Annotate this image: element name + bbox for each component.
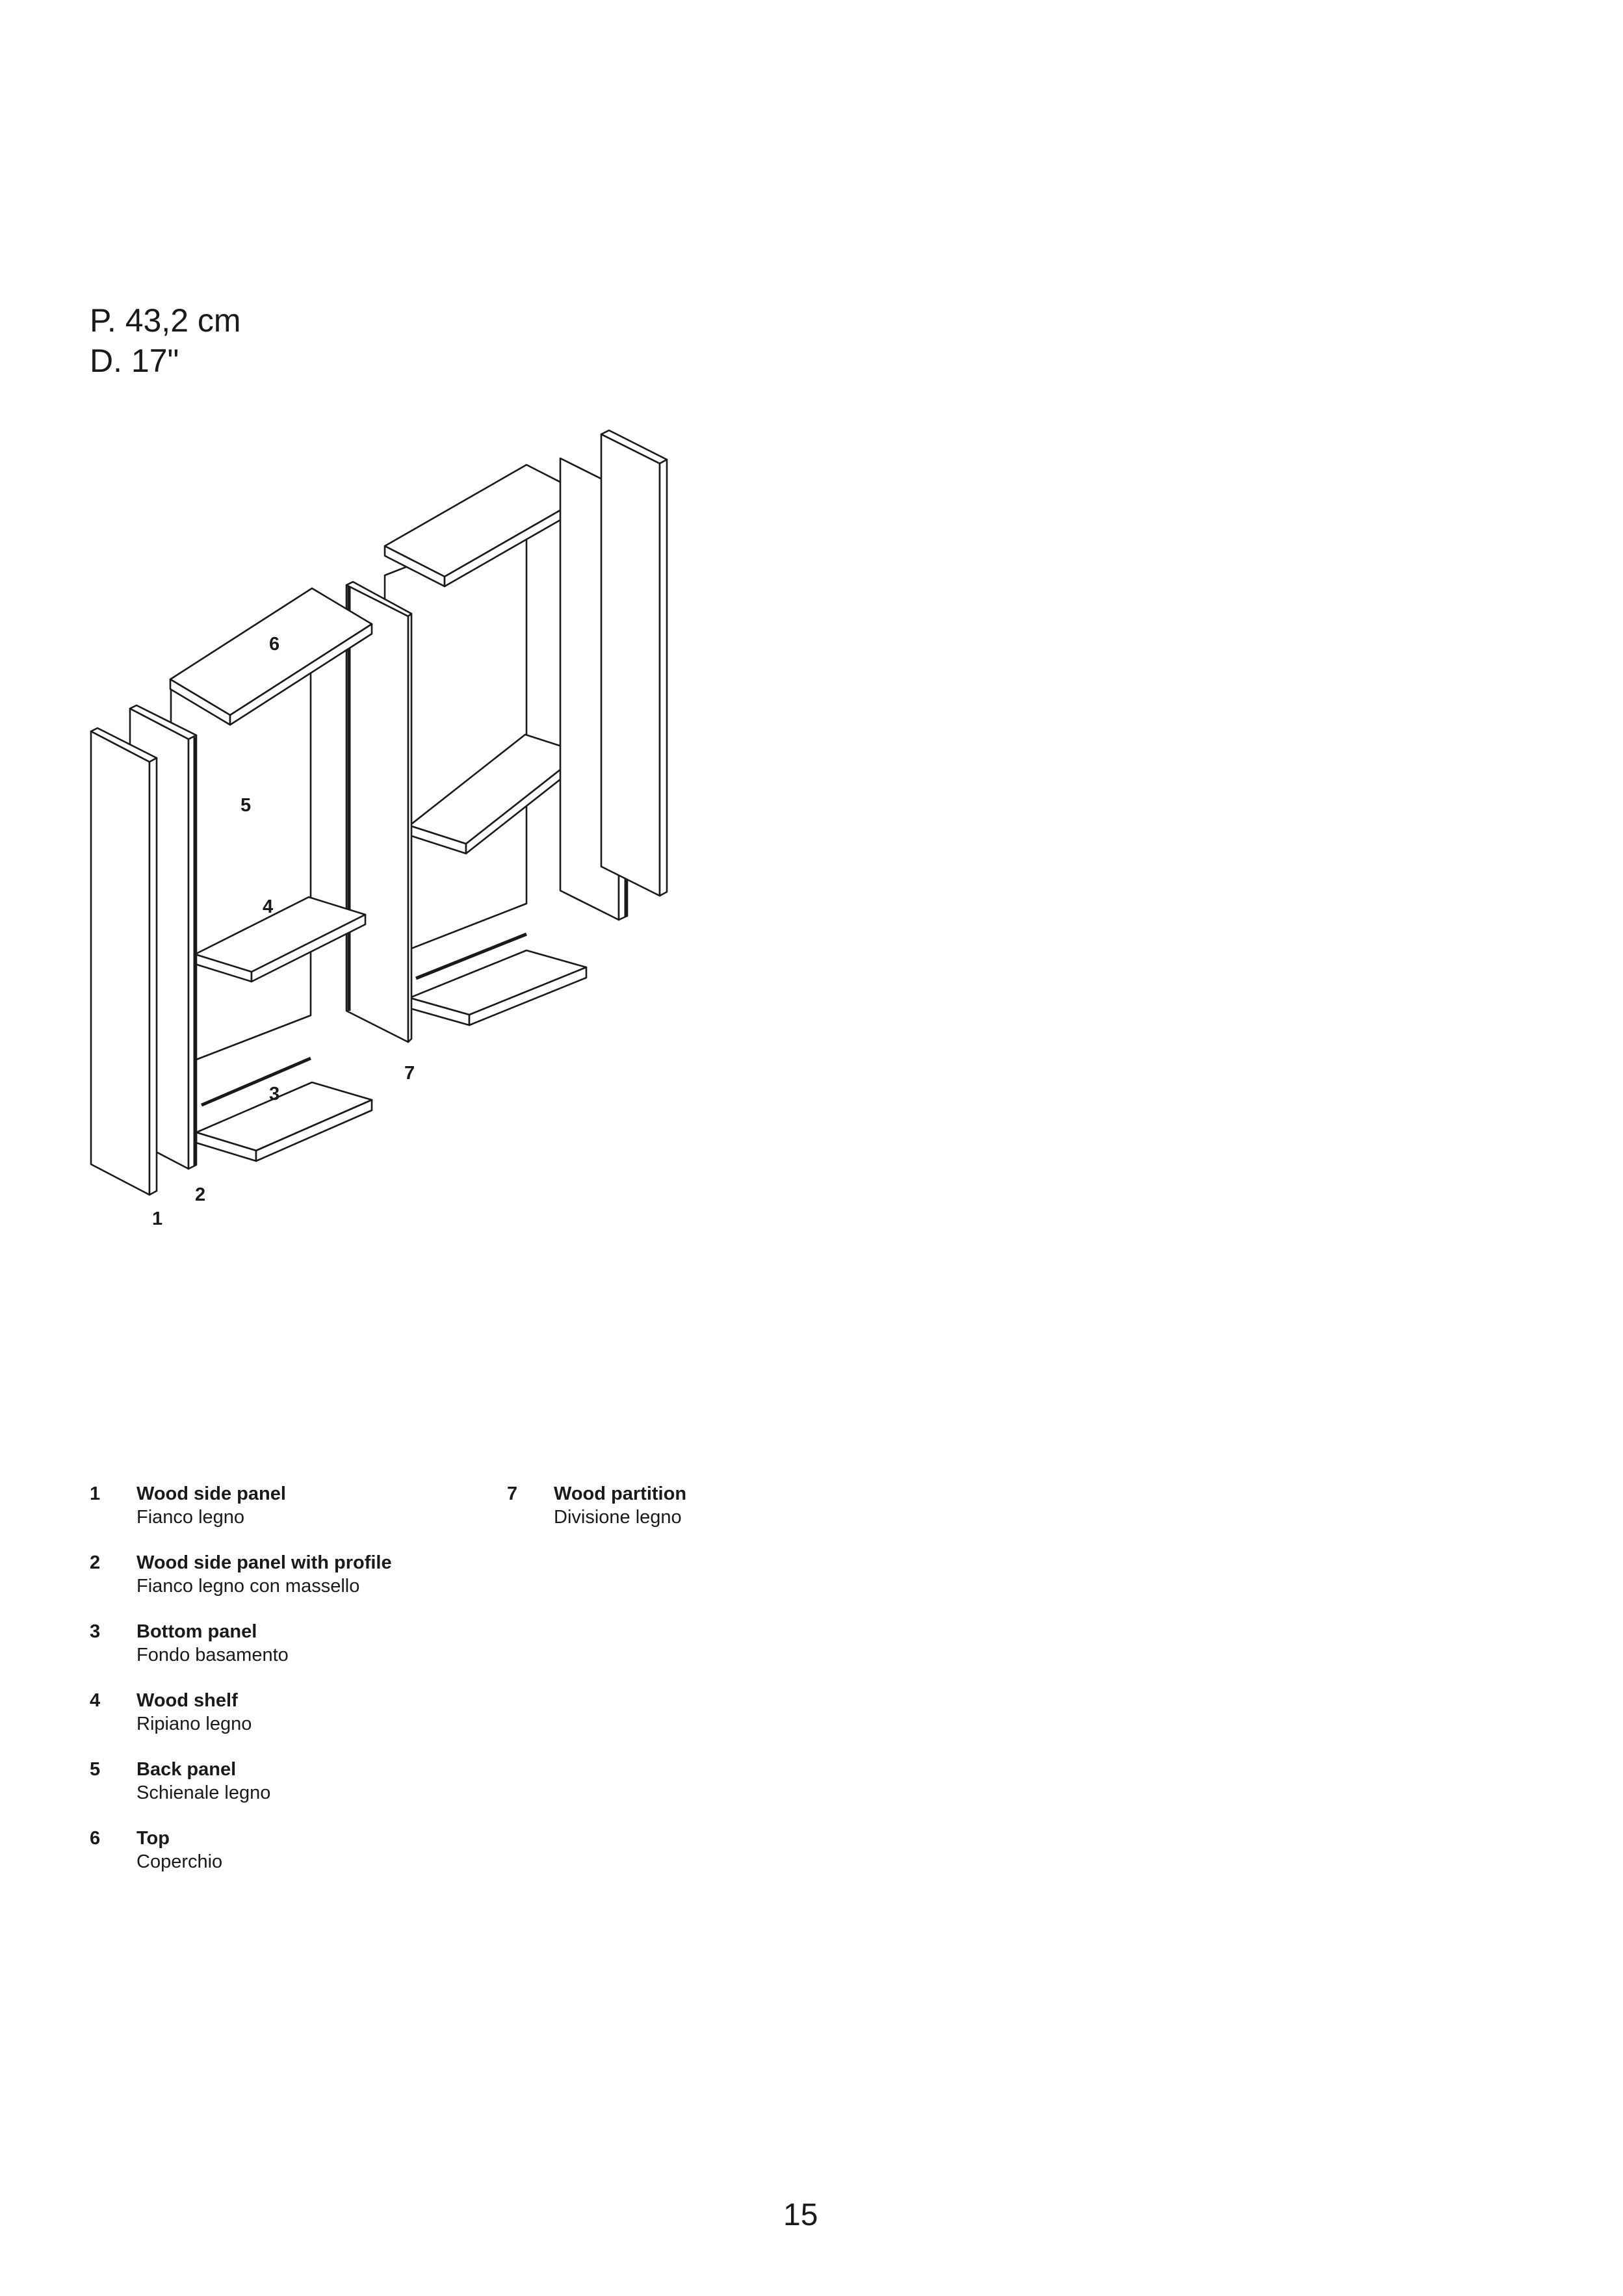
legend-label-en: Wood partition [554,1483,687,1504]
callout-2: 2 [195,1184,206,1205]
legend-label-it: Fianco legno con massello [136,1576,360,1597]
legend-label-it: Fianco legno [136,1507,245,1528]
legend-number: 4 [90,1690,101,1711]
callout-4: 4 [263,896,274,917]
legend-label-en: Top [136,1828,170,1849]
callout-6: 6 [269,634,280,655]
legend-label-it: Fondo basamento [136,1645,289,1665]
legend-number: 2 [90,1552,101,1573]
page-number: 15 [783,2198,818,2232]
legend-number: 7 [507,1483,518,1504]
legend-label-en: Wood side panel [136,1483,286,1504]
callout-3: 3 [269,1084,280,1104]
depth-metric: P. 43,2 cm [90,302,241,339]
legend-number: 5 [90,1759,101,1780]
legend-label-en: Wood side panel with profile [136,1552,392,1573]
side-panel-left [91,731,149,1195]
legend-label-en: Wood shelf [136,1690,238,1711]
legend-label-it: Coperchio [136,1851,223,1872]
wood-partition [346,585,408,1042]
callout-7: 7 [404,1063,415,1084]
legend-label-en: Back panel [136,1759,237,1780]
legend-label-it: Ripiano legno [136,1714,252,1734]
depth-imperial: D. 17" [90,343,179,379]
legend-number: 6 [90,1828,101,1849]
legend-label-en: Bottom panel [136,1621,257,1642]
callout-5: 5 [240,795,252,816]
legend-label-it: Schienale legno [136,1782,271,1803]
legend-label-it: Divisione legno [554,1507,682,1528]
side-panel-right [601,434,660,896]
legend-number: 1 [90,1483,101,1504]
callout-1: 1 [152,1208,163,1229]
legend-number: 3 [90,1621,101,1642]
